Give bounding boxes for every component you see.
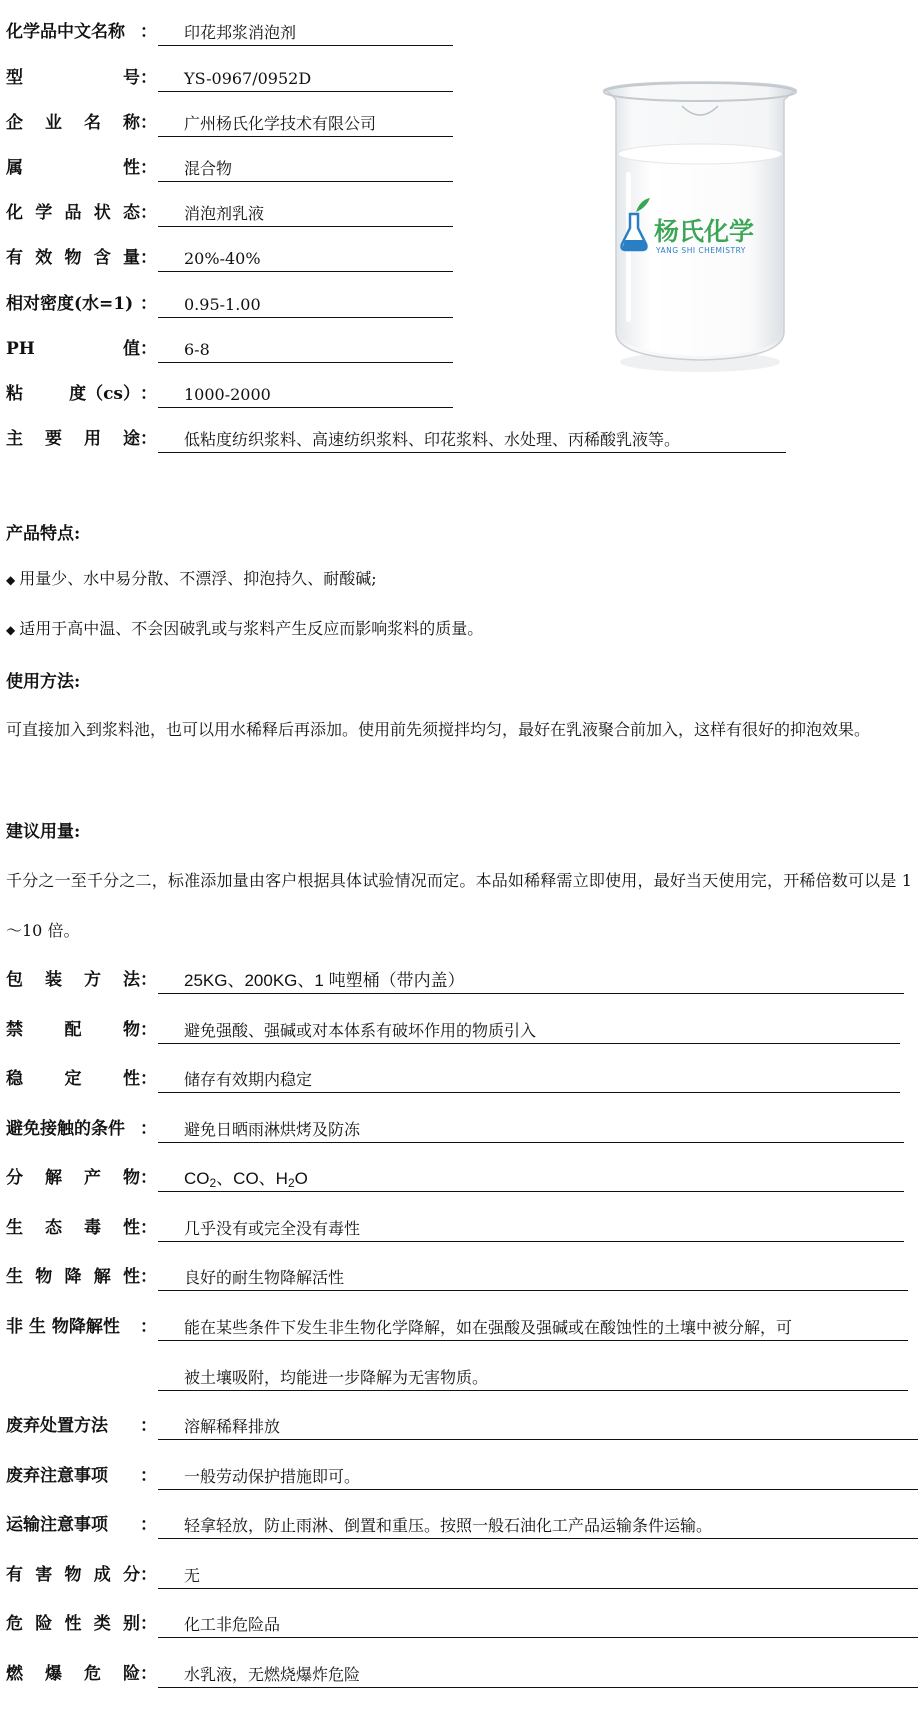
field-company [6, 109, 453, 137]
colon: ： [140, 429, 157, 449]
field-label: 危 险 性 类 别 [6, 1614, 140, 1634]
diamond-bullet-icon: ◆ [6, 573, 16, 587]
field-value: 0.95-1.00 [158, 293, 453, 318]
field-viscosity [6, 380, 453, 408]
colon: ： [140, 1416, 157, 1436]
field-value: 25KG、200KG、1 吨塑桶（带内盖） [158, 969, 904, 994]
usage-heading: 使用方法: [6, 672, 81, 692]
field-density [6, 290, 453, 318]
field-incompatible [6, 1016, 900, 1044]
colon: ： [140, 1218, 157, 1238]
field-value: 良好的耐生物降解活性 [158, 1266, 908, 1291]
colon: ： [140, 1614, 157, 1634]
field-label: 废弃处置方法 [6, 1416, 108, 1436]
field-abiotic-degradability [6, 1313, 908, 1341]
field-label: 废弃注意事项 [6, 1466, 108, 1486]
field-label: 燃 爆 危 险 [6, 1664, 140, 1684]
colon: ： [140, 384, 157, 404]
field-value: 几乎没有或完全没有毒性 [158, 1217, 904, 1242]
field-value: 轻拿轻放，防止雨淋、倒置和重压。按照一般石油化工产品运输条件运输。 [158, 1514, 918, 1539]
field-ecotoxicity [6, 1214, 904, 1242]
field-chemical-name [6, 18, 453, 46]
field-value: 20%-40% [158, 247, 453, 272]
field-value: 印花邦浆消泡剂 [158, 21, 453, 46]
field-disposal-notes [6, 1462, 918, 1490]
field-content [6, 244, 453, 272]
field-label: 运输注意事项 [6, 1515, 108, 1535]
field-packaging [6, 966, 904, 994]
field-label: 型 号 [6, 68, 140, 88]
field-label: 有 效 物 含 量 [6, 248, 140, 268]
feature-item [6, 567, 377, 592]
field-property [6, 154, 453, 182]
field-transport-notes [6, 1511, 918, 1539]
field-label: 稳 定 性 [6, 1069, 140, 1089]
product-beaker-image [596, 62, 804, 382]
field-biodegradability [6, 1263, 908, 1291]
colon: ： [140, 1168, 157, 1188]
field-value: 溶解稀释排放 [158, 1415, 918, 1440]
field-label: 非 生 物降解性 [6, 1317, 120, 1337]
field-value: 6-8 [158, 338, 453, 363]
feature-text: 适用于高中温、不会因破乳或与浆料产生反应而影响浆料的质量。 [19, 619, 484, 638]
logo-brand-en: YANG SHI CHEMISTRY [656, 246, 746, 255]
field-label: 有 害 物 成 分 [6, 1565, 140, 1585]
field-value: 一般劳动保护措施即可。 [158, 1465, 918, 1490]
field-value: 避免日晒雨淋烘烤及防冻 [158, 1118, 904, 1143]
field-hazard-class [6, 1610, 918, 1638]
logo-brand-cn: 杨氏化学 [654, 217, 755, 246]
field-value: 化工非危险品 [158, 1613, 918, 1638]
colon: ： [140, 158, 157, 178]
colon: ： [140, 22, 157, 42]
field-label: 属 性 [6, 158, 140, 178]
field-usage [6, 425, 786, 453]
colon: ： [140, 1119, 157, 1139]
colon: ： [140, 248, 157, 268]
field-label: 企 业 名 称 [6, 113, 140, 133]
colon: ： [140, 113, 157, 133]
dosage-text: 千分之一至千分之二，标准添加量由客户根据具体试验情况而定。本品如稀释需立即使用，最好当天使用完，开稀倍数可以是 1～10 倍。 [6, 871, 912, 940]
field-label: PH 值 [6, 339, 140, 359]
field-hazardous-components [6, 1561, 918, 1589]
field-model [6, 64, 453, 92]
field-label: 主 要 用 途 [6, 429, 140, 449]
field-value: 能在某些条件下发生非生物化学降解，如在强酸及强碱或在酸蚀性的土壤中被分解，可 [158, 1316, 908, 1341]
colon: ： [140, 1267, 157, 1287]
field-state [6, 199, 453, 227]
colon: ： [140, 294, 157, 314]
field-label: 避免接触的条件 [6, 1119, 125, 1139]
field-ph [6, 335, 453, 363]
colon: ： [140, 68, 157, 88]
field-label: 生 态 毒 性 [6, 1218, 140, 1238]
field-label: 包 装 方 法 [6, 970, 140, 990]
feature-item [6, 617, 483, 642]
field-fire-explosion-hazard [6, 1660, 918, 1688]
field-decomposition [6, 1164, 904, 1192]
field-label: 化学品中文名称 [6, 22, 125, 42]
field-disposal-method [6, 1412, 918, 1440]
field-value: 混合物 [158, 157, 453, 182]
field-abiotic-degradability-line2 [158, 1363, 908, 1391]
field-label: 相对密度(水=1) [6, 294, 134, 314]
colon: ： [140, 1565, 157, 1585]
diamond-bullet-icon: ◆ [6, 623, 16, 637]
features-heading: 产品特点: [6, 524, 81, 544]
colon: ： [140, 1317, 157, 1337]
field-value: 被土壤吸附，均能进一步降解为无害物质。 [158, 1366, 908, 1391]
field-value: 水乳液，无燃烧爆炸危险 [158, 1663, 918, 1688]
colon: ： [140, 1466, 157, 1486]
usage-text: 可直接加入到浆料池，也可以用水稀释后再添加。使用前先须搅拌均匀，最好在乳液聚合前加入，这样有很好的抑泡效果。 [6, 720, 871, 739]
field-label: 生 物 降 解 性 [6, 1267, 140, 1287]
field-label: 分 解 产 物 [6, 1168, 140, 1188]
field-label: 禁 配 物 [6, 1020, 140, 1040]
field-value: YS-0967/0952D [158, 67, 453, 92]
colon: ： [140, 1515, 157, 1535]
field-avoid-conditions [6, 1115, 904, 1143]
field-value: 广州杨氏化学技术有限公司 [158, 112, 453, 137]
colon: ： [140, 1020, 157, 1040]
field-value: 避免强酸、强碱或对本体系有破坏作用的物质引入 [158, 1019, 900, 1044]
feature-text: 用量少、水中易分散、不漂浮、抑泡持久、耐酸碱; [19, 569, 377, 588]
field-value: 储存有效期内稳定 [158, 1068, 900, 1093]
field-label: 粘 度（cs） [6, 384, 140, 404]
colon: ： [140, 970, 157, 990]
colon: ： [140, 1069, 157, 1089]
dosage-heading: 建议用量: [6, 822, 81, 842]
colon: ： [140, 339, 157, 359]
field-stability [6, 1065, 900, 1093]
colon: ： [140, 1664, 157, 1684]
field-label: 化 学 品 状 态 [6, 203, 140, 223]
field-value: $CO_2$、CO、$H_2O$ [158, 1167, 904, 1192]
field-value: 低粘度纺织浆料、高速纺织浆料、印花浆料、水处理、丙稀酸乳液等。 [158, 428, 786, 453]
colon: ： [140, 203, 157, 223]
field-value: 消泡剂乳液 [158, 202, 453, 227]
field-value: 1000-2000 [158, 383, 453, 408]
field-value: 无 [158, 1564, 918, 1589]
